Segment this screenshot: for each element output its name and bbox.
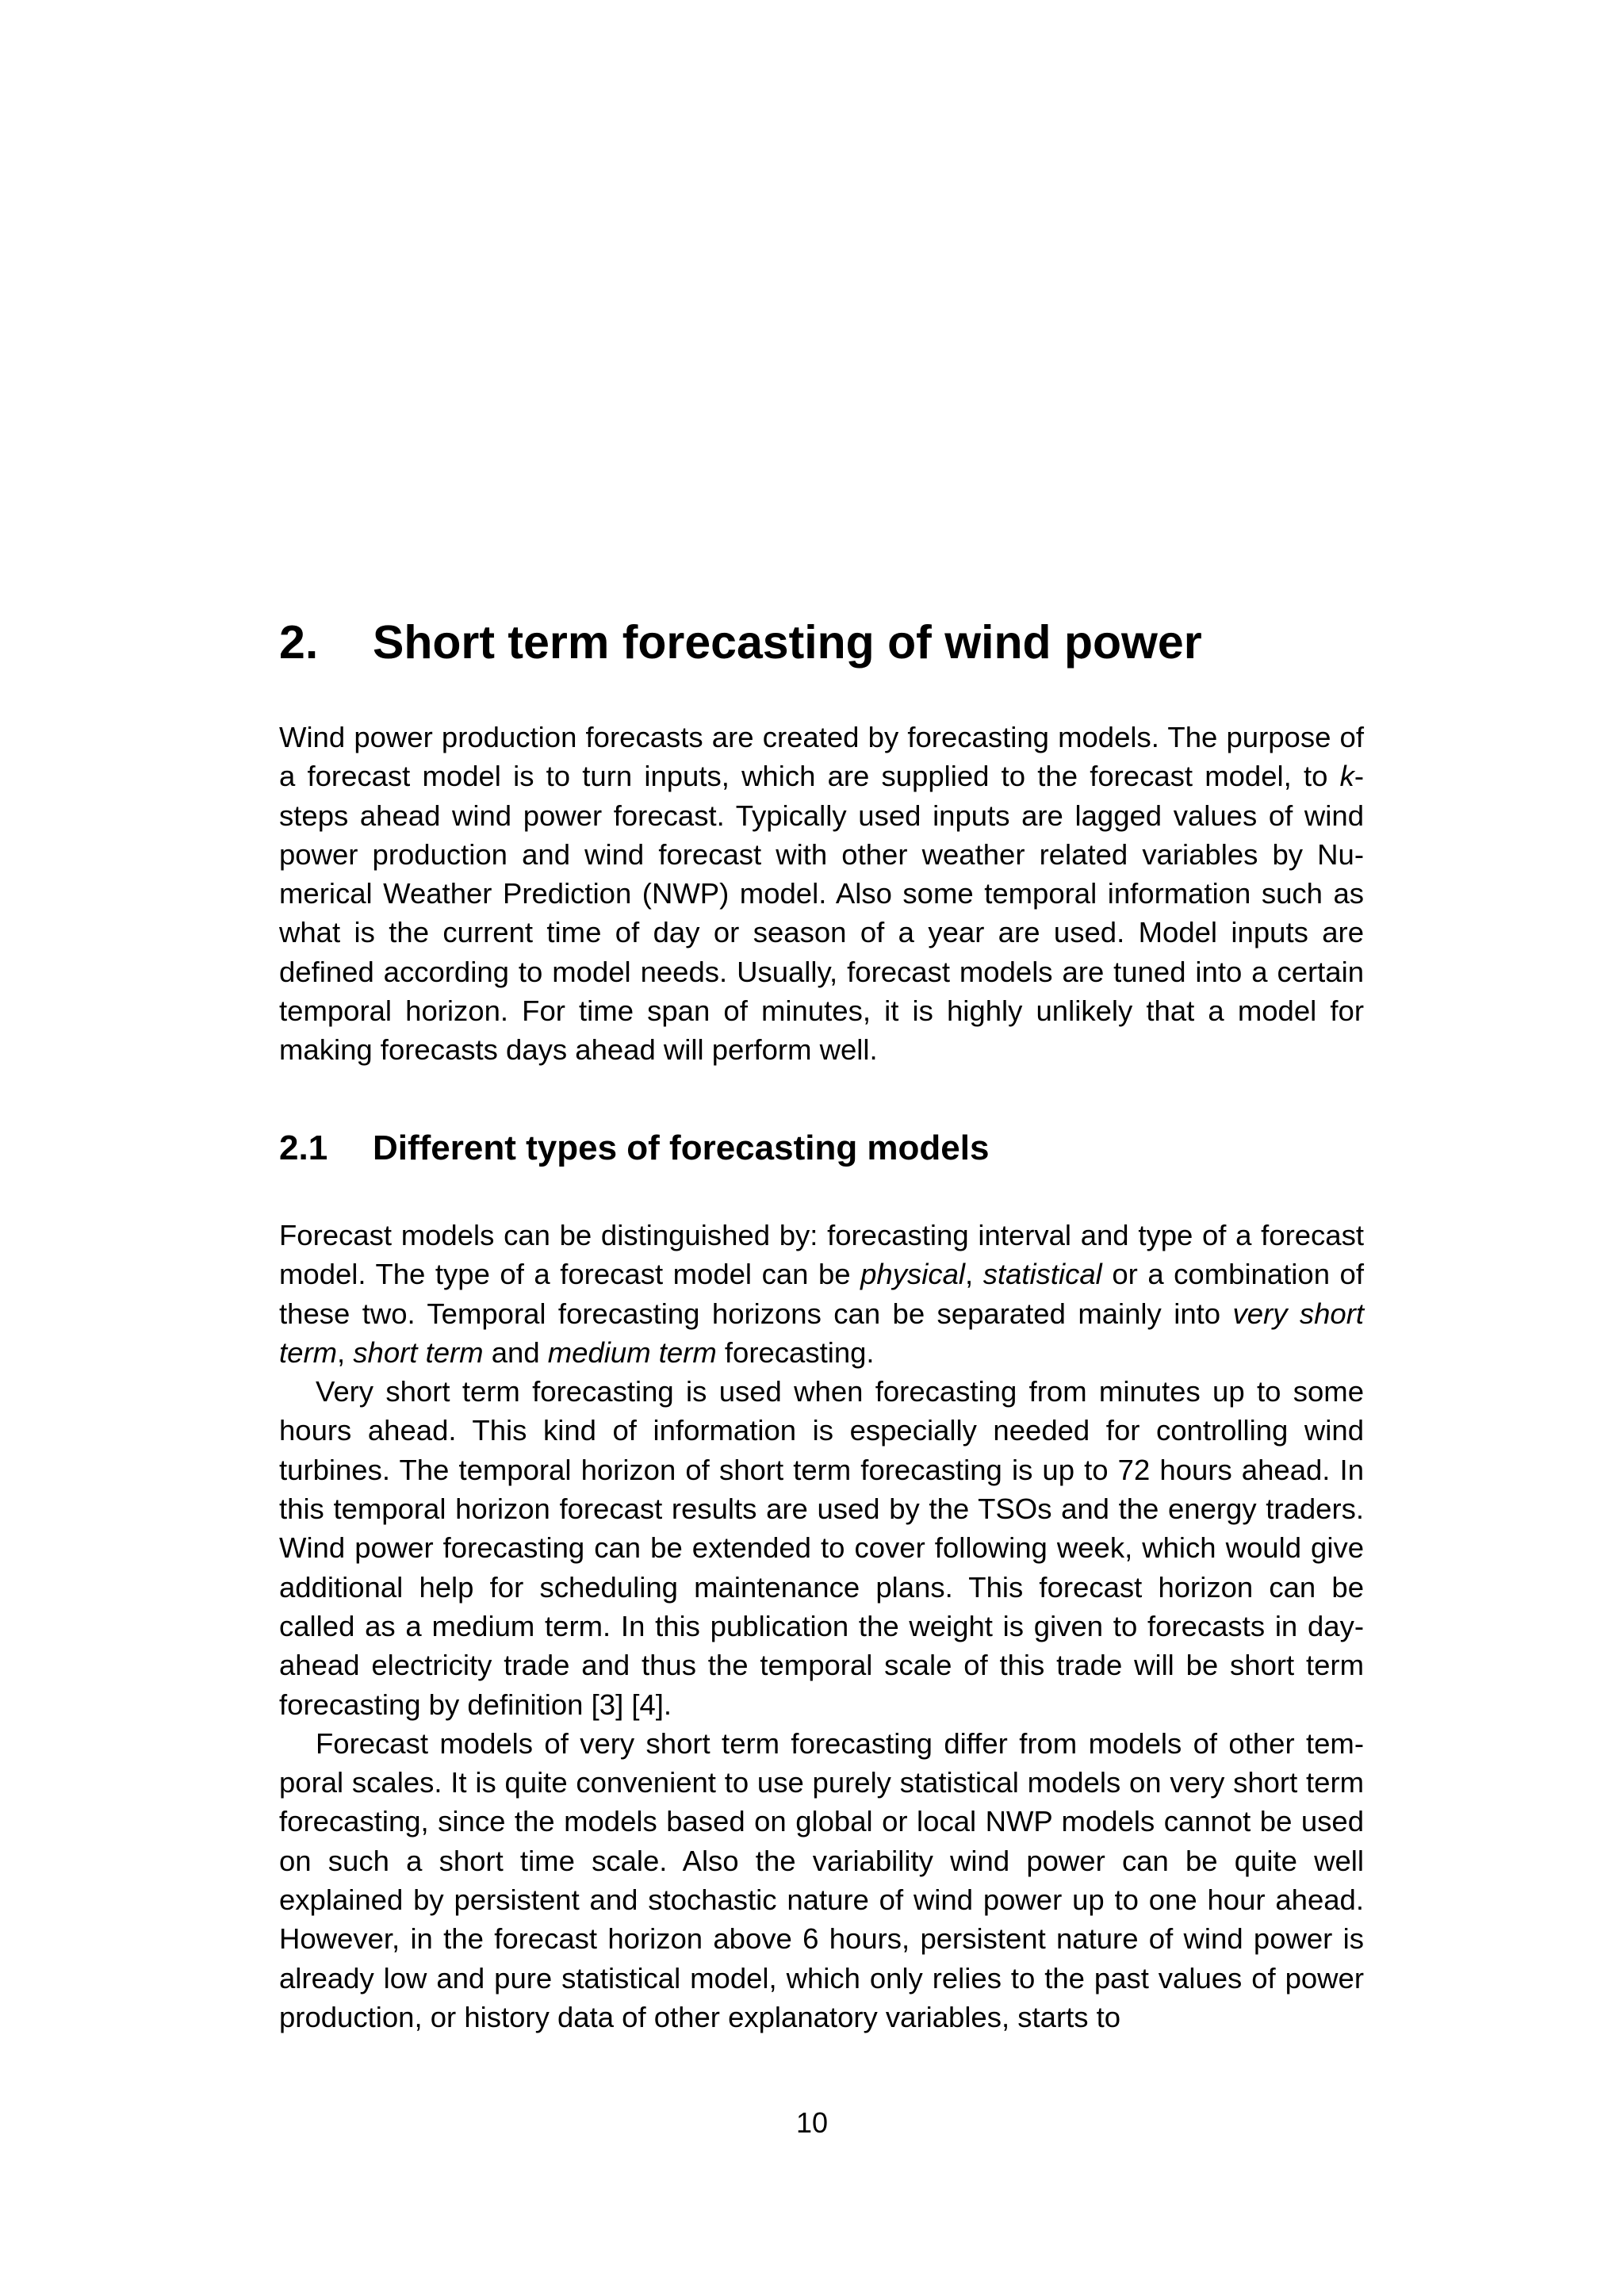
italic-k: k (1339, 760, 1354, 793)
italic-statistical: statistical (982, 1258, 1102, 1291)
text-run: -steps ahead wind power forecast. Typically used inputs are lagged values of wind power production and wind forecast with other weather related variables by Numerical Weather Prediction (NWP) model. Also some temporal information such as what is the current time of day or season of a year are used. Model inputs are defined according to model needs. Usually, forecast models are tuned into a certain temporal horizon. For time span of minutes, it is highly unlikely that a model for making forecasts days ahead will perform well. (279, 760, 1364, 1067)
section-title: Different types of forecasting models (373, 1129, 990, 1167)
section-paragraph-3: Forecast models of very short term forecasting differ from models of other temporal scales. It is quite convenient to use purely statistical models on very short term forecasting, since the models based on global or local NWP models cannot be used on such a short time scale. Also the variability wind power can be quite well explained by persistent and stochastic nature of wind power up to one hour ahead. However, in the forecast horizon above 6 hours, persistent nature of wind power is already low and pure statistical model, which only relies to the past values of power production, or history data of other explanatory variables, starts to (279, 1726, 1364, 2033)
section-body (279, 1216, 1364, 2037)
section-paragraph-2: Very short term forecasting is used when forecasting from minutes up to some hours ahead. This kind of information is especially needed for controlling wind turbines. The temporal horizon of short term forecasting is up to 72 hours ahead. In this temporal horizon forecast results are used by the TSOs and the energy traders. Wind power forecasting can be extended to cover following week, which would give additional help for scheduling maintenance plans. This forecast horizon can be called as a medium term. In this publication the weight is given to forecasts in day-ahead electricity trade and thus the temporal scale of this trade will be short term forecasting by definition [3] [4]. (279, 1375, 1364, 1721)
text-run: and (483, 1335, 548, 1369)
text-run: Forecast models can be distinguished by: forecasting interval and type of a forecast model. The type of a forecast model can be (279, 1219, 1364, 1291)
chapter-heading (279, 615, 1364, 671)
text-run: or a combination of these two. Temporal forecasting horizons can be separated mainly into (279, 1258, 1364, 1330)
text-run: Wind power production forecasts are created by forecasting models. The purpose of a forecast model is to turn inputs, which are supplied to the forecast model, to (279, 721, 1364, 793)
chapter-title: Short term forecasting of wind power (373, 616, 1202, 669)
italic-medium-term: medium term (547, 1335, 717, 1369)
italic-very-short-term: very short term (279, 1297, 1365, 1369)
section-paragraph-1 (279, 1216, 1364, 1372)
text-run: , (965, 1258, 983, 1291)
italic-physical: physical (860, 1258, 965, 1291)
italic-short-term: short term (353, 1335, 484, 1369)
chapter-intro-paragraph (279, 718, 1364, 1070)
chapter-number: 2. (279, 616, 319, 669)
page-number: 10 (795, 2106, 829, 2139)
section-heading (279, 1128, 1364, 1170)
text-run: forecasting. (716, 1335, 875, 1369)
section-number: 2.1 (279, 1129, 328, 1167)
text-run: , (337, 1335, 354, 1369)
